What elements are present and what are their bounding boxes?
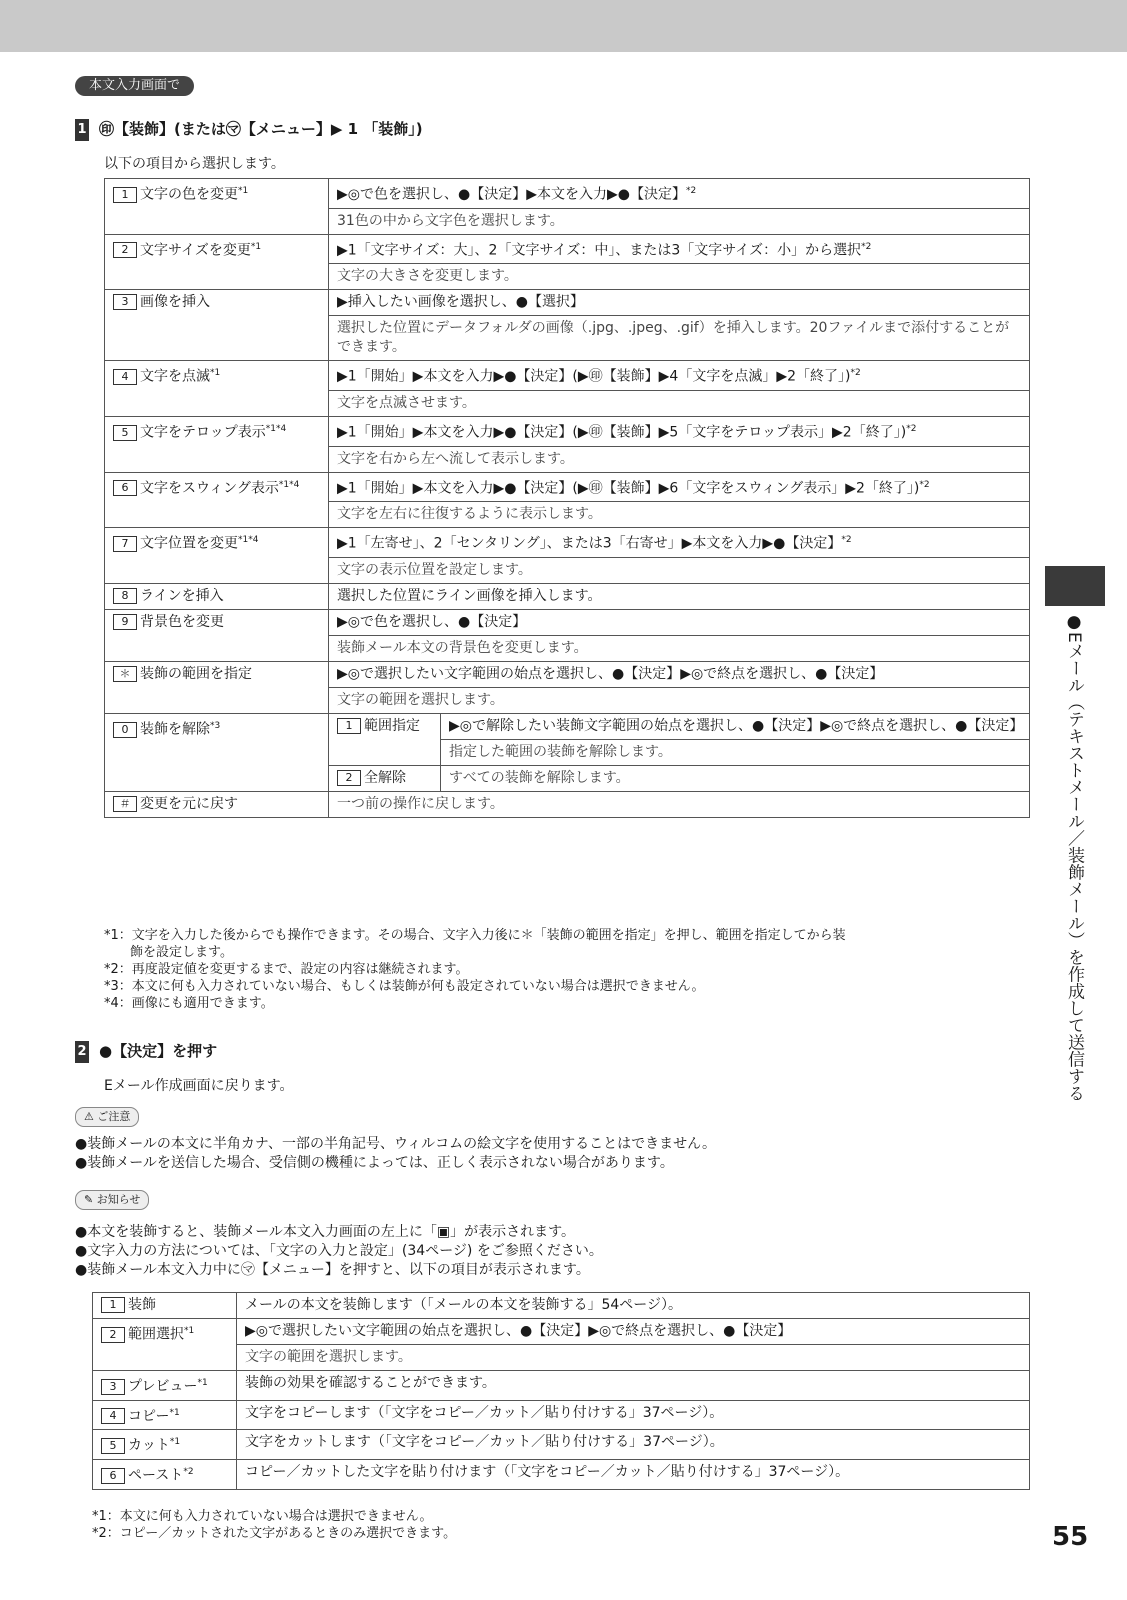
table-row [93, 1459, 1030, 1489]
step-2-number: 2 [75, 1041, 89, 1063]
item-cell [105, 583, 329, 609]
item-label: コピー [128, 1408, 170, 1425]
context-pill: 本文入力画面で [75, 76, 194, 96]
note-cell: 文字を左右に往復するように表示します。 [329, 502, 1030, 528]
item-label: 装飾の範囲を指定 [140, 665, 252, 682]
item-label: 文字位置を変更 [140, 535, 238, 552]
item-label: 装飾 [128, 1297, 156, 1313]
footnote-ref: *2 [183, 1466, 194, 1477]
section-tab [1045, 566, 1105, 606]
key-icon: 2 [337, 770, 361, 786]
note-cell: 指定した範囲の装飾を解除します。 [441, 739, 1030, 765]
item-label: プレビュー [128, 1378, 198, 1395]
caution-list [75, 1135, 716, 1173]
note-cell: 選択した位置にデータフォルダの画像（.jpg、.jpeg、.gif）を挿入します。20ファイルまで添付することができます。 [329, 316, 1030, 361]
footnote-ref: *2 [841, 535, 852, 546]
operation-cell [329, 416, 1030, 446]
operation-cell: コピー／カットした文字を貼り付けます（「文字をコピー／カット／貼り付けする」37ページ）。 [237, 1459, 1030, 1489]
table-row [105, 234, 1030, 264]
item-cell [93, 1400, 237, 1430]
step-1 [75, 118, 423, 141]
item-label: 背景色を変更 [140, 613, 224, 630]
notice-list [75, 1223, 603, 1280]
footnote-ref: *1 [250, 241, 262, 252]
operation-text: ▶◎で選択したい文字範囲の始点を選択し、●【決定】▶◎で終点を選択し、●【決定】 [337, 665, 884, 682]
caution-label: ご注意 [97, 1110, 131, 1123]
operation-cell [329, 179, 1030, 209]
table-row [105, 179, 1030, 209]
table-row [105, 290, 1030, 316]
item-label: ペースト [128, 1467, 184, 1484]
notice-icon: ✎ [84, 1193, 97, 1206]
footnote-ref: *1*4 [278, 479, 300, 490]
list-item: ●文字入力の方法については、「文字の入力と設定」(34ページ) をご参照ください。 [75, 1243, 603, 1259]
footnote-ref: *1 [169, 1437, 181, 1448]
key-icon: 9 [113, 614, 137, 630]
table-row [105, 661, 1030, 687]
item-cell [105, 179, 329, 235]
note-cell: 31色の中から文字色を選択します。 [329, 208, 1030, 234]
note-cell: 一つ前の操作に戻します。 [329, 791, 1030, 817]
key-icon: ＃ [113, 796, 137, 812]
key-icon: 4 [101, 1408, 125, 1424]
table-row [105, 583, 1030, 609]
table-row [105, 609, 1030, 635]
caution-icon: ⚠ [84, 1110, 98, 1123]
footnote-ref: *1 [210, 368, 221, 379]
decoration-table [104, 178, 1030, 818]
item-cell [105, 416, 329, 472]
item-cell [105, 361, 329, 417]
item-cell [105, 609, 329, 661]
sub-item-cell [329, 713, 441, 765]
table-row [93, 1430, 1030, 1460]
footnote-ref: *1 [197, 1378, 208, 1388]
step-1-number: 1 [75, 119, 89, 141]
list-item: *3：本文に何も入力されていない場合、もしくは装飾が何も設定されていない場合は選択できません。 [104, 979, 705, 994]
operation-text: ▶1「開始」▶本文を入力▶●【決定】(▶㊞【装飾】▶6「文字をスウィング表示」▶2「終了」) [337, 480, 920, 497]
list-item: *2：再度設定値を変更するまで、設定の内容は継続されます。 [104, 962, 469, 977]
item-label: 文字の色を変更 [140, 186, 238, 203]
item-cell [93, 1430, 237, 1460]
item-label: カット [128, 1437, 170, 1454]
list-item: ●装飾メールの本文に半角カナ、一部の半角記号、ウィルコムの絵文字を使用することはできません。 [75, 1136, 716, 1152]
operation-cell: メールの本文を装飾します（「メールの本文を装飾する」54ページ）。 [237, 1293, 1030, 1319]
key-icon: 3 [113, 294, 137, 310]
key-icon: 6 [101, 1468, 125, 1484]
item-cell [105, 713, 329, 791]
table-row [105, 791, 1030, 817]
key-icon: 7 [113, 536, 137, 552]
page-number: 55 [1052, 1522, 1089, 1552]
item-label: 変更を元に戻す [140, 795, 238, 812]
table-row [93, 1400, 1030, 1430]
table-row [93, 1371, 1030, 1401]
notice-badge [75, 1190, 149, 1210]
footnotes-2 [92, 1508, 456, 1542]
menu-table [92, 1292, 1030, 1490]
note-cell: すべての装飾を解除します。 [441, 765, 1030, 791]
operation-cell [329, 661, 1030, 687]
operation-cell: ▶◎で解除したい装飾文字範囲の始点を選択し、●【決定】▶◎で終点を選択し、●【決定】 [441, 713, 1030, 739]
note-cell: 文字の範囲を選択します。 [237, 1345, 1030, 1371]
item-label: 文字サイズを変更 [140, 242, 251, 259]
item-label: ラインを挿入 [140, 587, 224, 604]
note-cell: 文字の大きさを変更します。 [329, 264, 1030, 290]
table-row [105, 528, 1030, 558]
operation-text: ▶◎で色を選択し、●【決定】▶本文を入力▶●【決定】 [337, 186, 686, 203]
list-item: 飾を設定します。 [104, 945, 233, 960]
step-2-description: Eメール作成画面に戻ります。 [104, 1078, 294, 1094]
item-cell [105, 791, 329, 817]
sub-item-label: 範囲指定 [364, 717, 420, 734]
note-cell: 文字を点滅させます。 [329, 390, 1030, 416]
item-label: 画像を挿入 [140, 294, 210, 311]
operation-text: 選択した位置にライン画像を挿入します。 [337, 587, 602, 604]
footnote-ref: *2 [850, 368, 861, 379]
operation-cell [329, 609, 1030, 635]
operation-text: ▶1「開始」▶本文を入力▶●【決定】(▶㊞【装飾】▶5「文字をテロップ表示」▶2「終了」) [337, 424, 907, 441]
list-item: *1：文字を入力した後からでも操作できます。その場合、文字入力後に＊「装飾の範囲を指定」を押し、範囲を指定してから装 [104, 928, 846, 943]
note-cell: 文字を右から左へ流して表示します。 [329, 446, 1030, 472]
item-label: 文字をスウィング表示 [140, 480, 279, 497]
list-item: *4：画像にも適用できます。 [104, 996, 274, 1011]
top-bar [0, 0, 1127, 52]
operation-cell [329, 528, 1030, 558]
operation-cell [329, 583, 1030, 609]
list-item: ●本文を装飾すると、装飾メール本文入力画面の左上に「▣」が表示されます。 [75, 1224, 576, 1240]
sub-item-cell [329, 765, 441, 791]
note-cell: 文字の表示位置を設定します。 [329, 557, 1030, 583]
footnote-ref: *2 [919, 479, 930, 490]
operation-cell [329, 234, 1030, 264]
list-item: *1：本文に何も入力されていない場合は選択できません。 [92, 1509, 433, 1524]
operation-cell: 文字をカットします（「文字をコピー／カット／貼り付けする」37ページ）。 [237, 1430, 1030, 1460]
sub-item-label: 全解除 [364, 769, 406, 786]
table-row [93, 1293, 1030, 1319]
section-side-label: ●Eメール（テキストメール／装飾メール）を作成して送信する [1064, 612, 1084, 1102]
operation-text: ▶1「文字サイズ：大」、2「文字サイズ：中」、または3「文字サイズ：小」から選択 [337, 242, 862, 259]
key-icon: 4 [113, 369, 137, 385]
operation-cell: ▶◎で選択したい文字範囲の始点を選択し、●【決定】▶◎で終点を選択し、●【決定】 [237, 1319, 1030, 1345]
footnote-ref: *2 [685, 186, 697, 196]
key-icon: 6 [113, 480, 137, 496]
footnote-ref: *1 [238, 186, 249, 196]
item-label: 装飾を解除 [140, 721, 210, 738]
key-icon: 1 [101, 1297, 125, 1313]
table-row [105, 713, 1030, 739]
item-label: 文字を点滅 [140, 368, 210, 385]
operation-cell [329, 290, 1030, 316]
key-icon: ＊ [113, 666, 137, 682]
item-cell [105, 661, 329, 713]
caution-badge [75, 1107, 139, 1127]
operation-cell: 文字をコピーします（「文字をコピー／カット／貼り付けする」37ページ）。 [237, 1400, 1030, 1430]
item-cell [105, 472, 329, 528]
table-row [93, 1319, 1030, 1345]
footnote-ref: *1*4 [238, 535, 259, 546]
footnote-ref: *3 [210, 720, 221, 731]
item-label: 文字をテロップ表示 [140, 424, 266, 441]
item-cell [93, 1319, 237, 1371]
operation-text: ▶挿入したい画像を選択し、●【選択】 [337, 294, 584, 311]
list-item: ●装飾メールを送信した場合、受信側の機種によっては、正しく表示されない場合があります。 [75, 1155, 674, 1171]
note-cell: 装飾メール本文の背景色を変更します。 [329, 635, 1030, 661]
item-cell [105, 290, 329, 361]
note-cell: 文字の範囲を選択します。 [329, 687, 1030, 713]
operation-text: ▶1「左寄せ」、2「センタリング」、または3「右寄せ」▶本文を入力▶●【決定】 [337, 535, 842, 552]
operation-cell: 装飾の効果を確認することができます。 [237, 1371, 1030, 1401]
key-icon: 8 [113, 588, 137, 604]
operation-cell [329, 472, 1030, 502]
key-icon: 3 [101, 1379, 125, 1395]
item-cell [105, 528, 329, 584]
step-2-title: ●【決定】を押す [99, 1042, 218, 1060]
footnotes-1 [104, 927, 846, 1012]
key-icon: 2 [101, 1327, 125, 1343]
list-item: ●装飾メール本文入力中に㋮【メニュー】を押すと、以下の項目が表示されます。 [75, 1262, 590, 1278]
item-cell [93, 1293, 237, 1319]
footnote-ref: *1*4 [265, 423, 287, 434]
item-cell [105, 234, 329, 290]
footnote-ref: *2 [861, 241, 872, 252]
key-icon: 1 [113, 187, 137, 203]
item-label: 範囲選択 [128, 1326, 184, 1343]
operation-text: ▶1「開始」▶本文を入力▶●【決定】(▶㊞【装飾】▶4「文字を点滅」▶2「終了」) [337, 368, 851, 385]
key-icon: 0 [113, 722, 137, 738]
step-2 [75, 1040, 217, 1063]
list-item: *2：コピー／カットされた文字があるときのみ選択できます。 [92, 1526, 457, 1541]
key-icon: 1 [337, 718, 361, 734]
table-row [105, 472, 1030, 502]
operation-cell [329, 361, 1030, 391]
table-row [105, 361, 1030, 391]
table-row [105, 416, 1030, 446]
step-1-description: 以下の項目から選択します。 [104, 156, 285, 172]
key-icon: 5 [101, 1438, 125, 1454]
item-cell [93, 1371, 237, 1401]
operation-text: ▶◎で色を選択し、●【決定】 [337, 613, 527, 630]
footnote-ref: *1 [169, 1407, 180, 1418]
step-1-title: ㊞【装飾】(または㋮【メニュー】▶ 1 「装飾」) [99, 120, 423, 138]
key-icon: 5 [113, 425, 137, 441]
footnote-ref: *2 [906, 423, 917, 434]
key-icon: 2 [113, 242, 137, 258]
footnote-ref: *1 [184, 1326, 195, 1336]
item-cell [93, 1459, 237, 1489]
notice-label: お知らせ [96, 1193, 141, 1206]
